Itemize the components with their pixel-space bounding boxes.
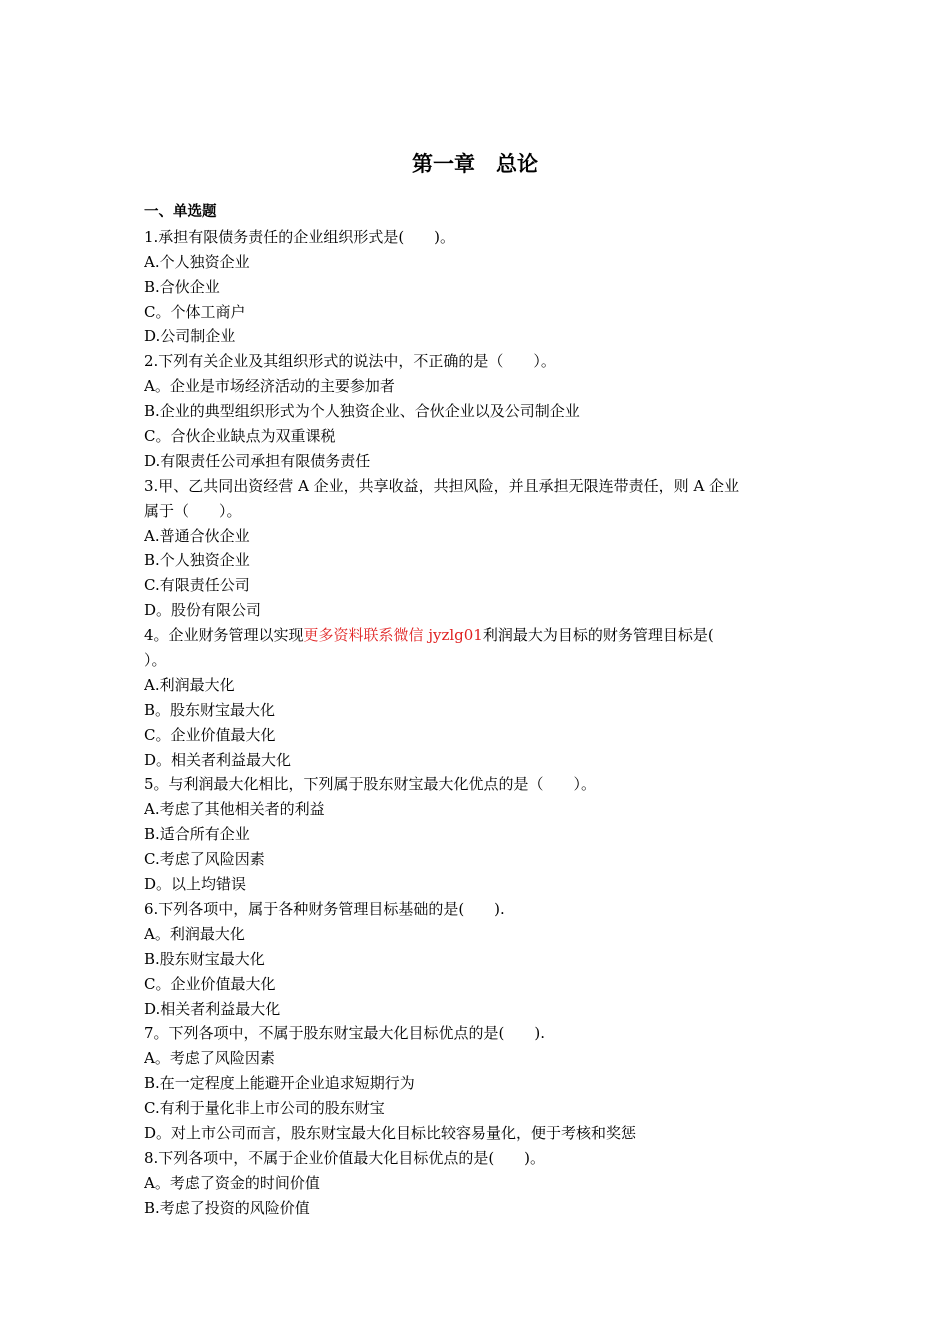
question-1-option-a: A.个人独资企业: [144, 252, 250, 271]
question-3-stem-line-1: 3.甲、乙共同出资经营 A 企业，共享收益，共担风险，并且承担无限连带责任，则 A 企业: [144, 476, 740, 495]
question-8-stem: 8.下列各项中，不属于企业价值最大化目标优点的是( )。: [144, 1148, 546, 1167]
question-8-option-b: B.考虑了投资的风险价值: [144, 1198, 310, 1217]
question-1-stem: 1.承担有限债务责任的企业组织形式是( )。: [144, 227, 456, 246]
question-6-option-d: D.相关者利益最大化: [144, 999, 281, 1018]
question-7-option-a: A。考虑了风险因素: [144, 1049, 275, 1068]
chapter-title: 第一章 总论: [412, 152, 538, 176]
question-7-option-c: C.有利于量化非上市公司的股东财宝: [144, 1099, 385, 1118]
question-4-option-d: D。相关者利益最大化: [144, 750, 292, 769]
question-4-stem-pre: 4。企业财务管理以实现: [144, 626, 304, 645]
question-2-option-d: D.有限责任公司承担有限债务责任: [144, 451, 371, 470]
question-3-option-a: A.普通合伙企业: [144, 526, 250, 545]
question-1-option-c: C。个体工商户: [144, 302, 246, 321]
question-7-option-d: D。对上市公司而言，股东财宝最大化目标比较容易量化，便于考核和奖惩: [144, 1123, 637, 1142]
question-2-option-b: B.企业的典型组织形式为个人独资企业、合伙企业以及公司制企业: [144, 402, 580, 421]
question-5-option-d: D。以上均错误: [144, 875, 247, 894]
question-6-option-b: B.股东财宝最大化: [144, 949, 265, 968]
question-6-option-a: A。利润最大化: [144, 924, 245, 943]
question-7-stem: 7。下列各项中，不属于股东财宝最大化目标优点的是( ).: [144, 1024, 546, 1043]
question-3-option-c: C.有限责任公司: [144, 576, 250, 595]
question-6-option-c: C。企业价值最大化: [144, 974, 276, 993]
question-4-stem-post: 利润最大为目标的财务管理目标是(: [482, 626, 714, 645]
section-heading: 一、单选题: [144, 204, 217, 220]
question-2-option-a: A。企业是市场经济活动的主要参加者: [144, 377, 395, 396]
question-4-stem-line-1: [144, 623, 812, 648]
question-5-option-c: C.考虑了风险因素: [144, 850, 265, 869]
question-1-option-b: B.合伙企业: [144, 277, 220, 296]
question-4-option-c: C。企业价值最大化: [144, 725, 276, 744]
question-5-option-a: A.考虑了其他相关者的利益: [144, 800, 325, 819]
question-6-stem: 6.下列各项中，属于各种财务管理目标基础的是( ).: [144, 899, 505, 918]
question-3-option-b: B.个人独资企业: [144, 551, 250, 570]
question-4-option-a: A.利润最大化: [144, 675, 235, 694]
question-7-option-b: B.在一定程度上能避开企业追求短期行为: [144, 1074, 415, 1093]
question-2-option-c: C。合伙企业缺点为双重课税: [144, 427, 336, 446]
question-5-option-b: B.适合所有企业: [144, 825, 250, 844]
question-2-stem: 2.下列有关企业及其组织形式的说法中，不正确的是（ ）。: [144, 352, 556, 371]
question-3-option-d: D。股份有限公司: [144, 601, 262, 620]
promo-text: 更多资料联系微信 jyzlg01: [303, 626, 483, 645]
question-3-stem-line-2: 属于（ ）。: [144, 501, 242, 520]
question-1-option-d: D.公司制企业: [144, 327, 236, 346]
question-4-option-b: B。股东财宝最大化: [144, 700, 276, 719]
question-5-stem: 5。与利润最大化相比，下列属于股东财宝最大化优点的是（ ）。: [144, 775, 597, 794]
question-8-option-a: A。考虑了资金的时间价值: [144, 1173, 320, 1192]
question-list: [144, 200, 812, 1221]
question-4-stem-line-2: ）。: [144, 651, 167, 670]
